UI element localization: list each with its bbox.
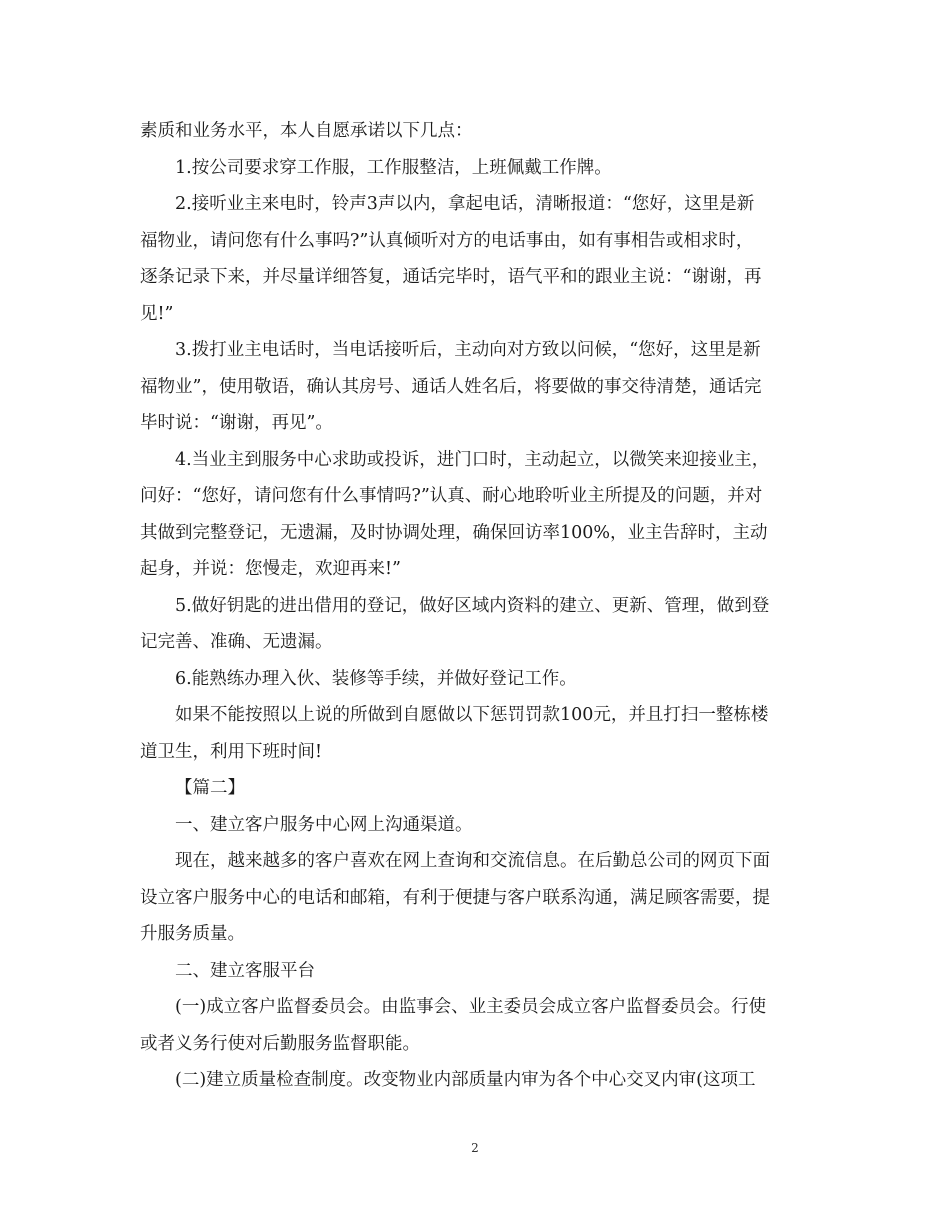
text-line: 升服务质量。 bbox=[140, 924, 245, 944]
paragraph-heading-2 bbox=[140, 953, 815, 990]
paragraph-sub-1 bbox=[140, 989, 815, 1062]
paragraph-sub-2 bbox=[140, 1062, 815, 1099]
text-line: 逐条记录下来，并尽量详细答复，通话完毕时，语气平和的跟业主说：“谢谢，再 bbox=[140, 267, 762, 287]
paragraph-heading-1 bbox=[140, 807, 815, 844]
text-line: (一)成立客户监督委员会。由监事会、业主委员会成立客户监督委员会。行使 bbox=[175, 997, 767, 1017]
text-line: 一、建立客户服务中心网上沟通渠道。 bbox=[175, 814, 473, 835]
text-line: 3.拨打业主电话时，当电话接听后，主动向对方致以问候，“您好，这里是新 bbox=[175, 340, 761, 360]
text-line: 毕时说：“谢谢，再见”。 bbox=[140, 413, 333, 433]
paragraph-item-5 bbox=[140, 588, 815, 661]
text-line: 6.能熟练办理入伙、装修等手续，并做好登记工作。 bbox=[175, 668, 577, 689]
paragraph-item-6 bbox=[140, 661, 815, 698]
text-line: (二)建立质量检查制度。改变物业内部质量内审为各个中心交叉内审(这项工 bbox=[175, 1070, 756, 1090]
section-heading bbox=[140, 770, 815, 807]
paragraph-item-3 bbox=[140, 332, 815, 442]
text-line: 设立客户服务中心的电话和邮箱，有利于便捷与客户联系沟通，满足顾客需要，提 bbox=[140, 887, 770, 908]
paragraph-item-1 bbox=[140, 150, 815, 187]
text-line: 见!” bbox=[140, 303, 174, 324]
text-line: 其做到完整登记，无遗漏，及时协调处理，确保回访率100%，业主告辞时，主动 bbox=[140, 522, 768, 543]
text-line: 或者义务行使对后勤服务监督职能。 bbox=[140, 1033, 420, 1054]
text-line: 素质和业务水平，本人自愿承诺以下几点： bbox=[140, 121, 473, 141]
paragraph-item-4 bbox=[140, 442, 815, 588]
text-line: 福物业”，使用敬语，确认其房号、通话人姓名后，将要做的事交待清楚，通话完 bbox=[140, 376, 762, 397]
paragraph-item-2 bbox=[140, 186, 815, 332]
text-line: 现在，越来越多的客户喜欢在网上查询和交流信息。在后勤总公司的网页下面 bbox=[175, 851, 770, 871]
paragraph-online bbox=[140, 843, 815, 953]
text-line: 5.做好钥匙的进出借用的登记，做好区域内资料的建立、更新、管理，做到登 bbox=[175, 595, 770, 616]
text-line: 道卫生，利用下班时间! bbox=[140, 741, 323, 762]
text-line: 起身，并说：您慢走，欢迎再来!” bbox=[140, 559, 401, 579]
text-line: 1.按公司要求穿工作服，工作服整洁，上班佩戴工作牌。 bbox=[175, 157, 612, 178]
document-body bbox=[140, 113, 815, 1099]
text-line: 记完善、准确、无遗漏。 bbox=[140, 632, 333, 652]
paragraph-intro bbox=[140, 113, 815, 150]
page-number: 2 bbox=[471, 1141, 479, 1155]
text-line: 2.接听业主来电时，铃声3声以内，拿起电话，清晰报道：“您好，这里是新 bbox=[175, 194, 755, 214]
text-line: 福物业，请问您有什么事吗?”认真倾听对方的电话事由，如有事相告或相求时， bbox=[140, 230, 754, 251]
text-line: 二、建立客服平台 bbox=[175, 960, 315, 981]
text-line: 【篇二】 bbox=[175, 778, 245, 798]
text-line: 如果不能按照以上说的所做到自愿做以下惩罚罚款100元，并且打扫一整栋楼 bbox=[175, 705, 769, 725]
paragraph-penalty bbox=[140, 697, 815, 770]
text-line: 问好：“您好，请问您有什么事情吗?”认真、耐心地聆听业主所提及的问题，并对 bbox=[140, 486, 763, 506]
text-line: 4.当业主到服务中心求助或投诉，进门口时，主动起立，以微笑来迎接业主， bbox=[175, 449, 770, 470]
